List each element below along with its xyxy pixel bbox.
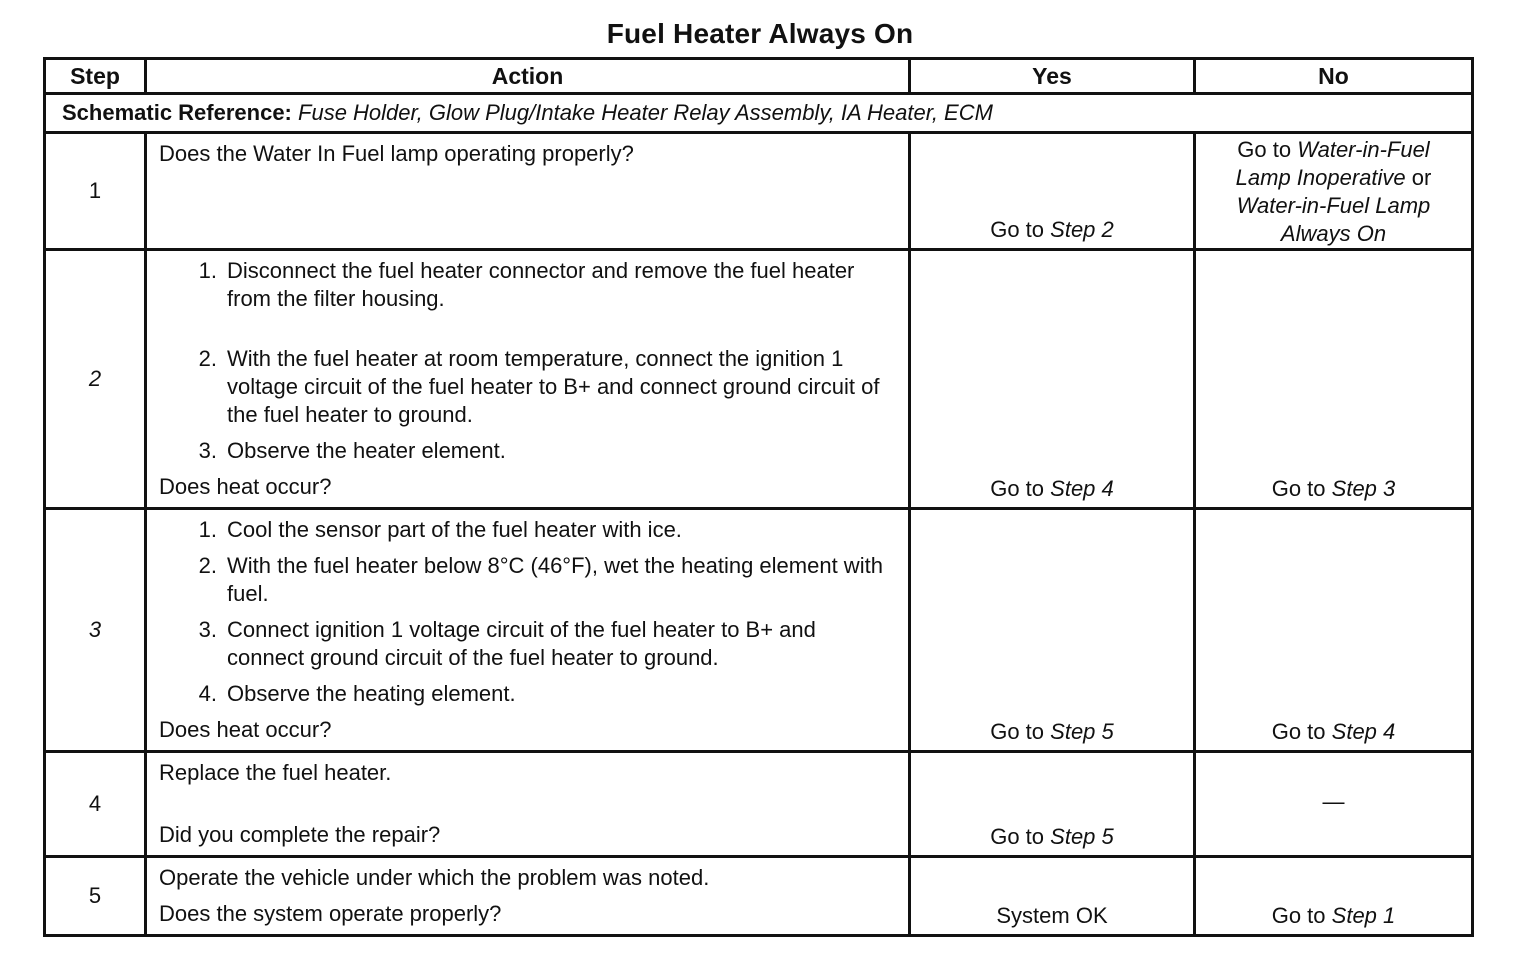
yes-cell — [910, 857, 1195, 936]
action-question: Does heat occur? — [159, 474, 332, 499]
yes-link[interactable]: Step 5 — [1050, 719, 1114, 744]
step-number: 1 — [45, 133, 146, 250]
action-instruction: Operate the vehicle under which the problem was noted. — [159, 865, 710, 890]
no-prefix: Go to — [1271, 903, 1326, 928]
list-item — [159, 345, 898, 429]
no-link[interactable]: Step 4 — [1331, 719, 1396, 744]
header-row — [45, 59, 1473, 94]
item-text: Disconnect the fuel heater connector and remove the fuel heater from the filter housing. — [227, 258, 855, 311]
action-question: Does the system operate properly? — [159, 901, 502, 926]
item-number: 1. — [198, 517, 217, 542]
no-cell — [1195, 250, 1473, 509]
table-row-step-2 — [45, 250, 1473, 509]
yes-prefix: Go to — [990, 824, 1045, 849]
step-number: 5 — [45, 857, 146, 936]
schematic-value: Fuse Holder, Glow Plug/Intake Heater Relay Assembly, IA Heater, ECM — [298, 100, 993, 125]
step-number: 2 — [45, 250, 146, 509]
action-cell — [146, 133, 910, 250]
no-cell — [1195, 857, 1473, 936]
list-item — [159, 552, 898, 608]
item-number: 2. — [198, 553, 217, 578]
item-number: 4. — [198, 681, 217, 706]
item-text: With the fuel heater at room temperature, connect the ignition 1 voltage circuit of the fuel heater to B+ and connect ground circuit of the fuel heater to ground. — [227, 346, 880, 427]
header-action: Action — [146, 59, 910, 94]
step-number: 3 — [45, 509, 146, 752]
action-instruction: Replace the fuel heater. — [159, 760, 392, 785]
list-item — [159, 257, 898, 313]
schematic-row — [45, 94, 1473, 133]
no-link-water-in-fuel[interactable]: Water-in-Fuel — [1297, 137, 1430, 162]
item-number: 3. — [198, 438, 217, 463]
list-item — [159, 616, 898, 672]
yes-cell — [910, 509, 1195, 752]
no-dash: — — [1322, 789, 1345, 814]
no-cell — [1195, 133, 1473, 250]
yes-cell — [910, 133, 1195, 250]
no-link[interactable]: Step 3 — [1331, 476, 1396, 501]
no-cell — [1195, 509, 1473, 752]
yes-link[interactable]: Step 5 — [1050, 824, 1114, 849]
no-link-always-on[interactable]: Always On — [1280, 221, 1387, 246]
header-step: Step — [45, 59, 146, 94]
yes-cell — [910, 752, 1195, 857]
action-cell — [146, 509, 910, 752]
no-or: or — [1411, 165, 1432, 190]
item-number: 1. — [198, 258, 217, 283]
list-item — [159, 516, 898, 544]
no-cell — [1195, 752, 1473, 857]
item-text: Cool the sensor part of the fuel heater with ice. — [227, 517, 682, 542]
yes-prefix: Go to — [990, 476, 1045, 501]
table-row-step-5 — [45, 857, 1473, 936]
yes-link[interactable]: Step 2 — [1050, 217, 1114, 242]
item-text: With the fuel heater below 8°C (46°F), wet the heating element with fuel. — [227, 553, 883, 606]
action-list — [159, 257, 898, 465]
no-link[interactable]: Step 1 — [1331, 903, 1396, 928]
list-item — [159, 680, 898, 708]
action-question: Does heat occur? — [159, 717, 332, 742]
action-list — [159, 516, 898, 708]
item-text: Observe the heating element. — [227, 681, 516, 706]
item-text: Connect ignition 1 voltage circuit of the fuel heater to B+ and connect ground circuit of the fuel heater to ground. — [227, 617, 816, 670]
schematic-reference — [45, 94, 1473, 133]
yes-result: System OK — [996, 903, 1108, 928]
no-prefix: Go to — [1271, 476, 1326, 501]
schematic-label: Schematic Reference: — [62, 100, 292, 125]
page-title: Fuel Heater Always On — [606, 18, 914, 49]
item-text: Observe the heater element. — [227, 438, 506, 463]
no-link-water-in-fuel-lamp[interactable]: Water-in-Fuel Lamp — [1236, 193, 1431, 218]
yes-prefix: Go to — [990, 217, 1045, 242]
yes-cell — [910, 250, 1195, 509]
action-cell — [146, 752, 910, 857]
header-yes: Yes — [910, 59, 1195, 94]
action-cell — [146, 857, 910, 936]
table-row-step-1 — [45, 133, 1473, 250]
table-row-step-3 — [45, 509, 1473, 752]
diagnostic-table — [43, 57, 1474, 937]
item-number: 3. — [198, 617, 217, 642]
step-number: 4 — [45, 752, 146, 857]
action-question: Did you complete the repair? — [159, 822, 441, 847]
no-prefix: Go to — [1271, 719, 1326, 744]
list-item — [159, 437, 898, 465]
item-number: 2. — [198, 346, 217, 371]
action-cell — [146, 250, 910, 509]
yes-prefix: Go to — [990, 719, 1045, 744]
yes-link[interactable]: Step 4 — [1050, 476, 1114, 501]
header-no: No — [1195, 59, 1473, 94]
no-prefix: Go to — [1237, 137, 1292, 162]
no-link-lamp-inoperative[interactable]: Lamp Inoperative — [1235, 165, 1406, 190]
action-question: Does the Water In Fuel lamp operating properly? — [159, 141, 634, 166]
table-row-step-4 — [45, 752, 1473, 857]
